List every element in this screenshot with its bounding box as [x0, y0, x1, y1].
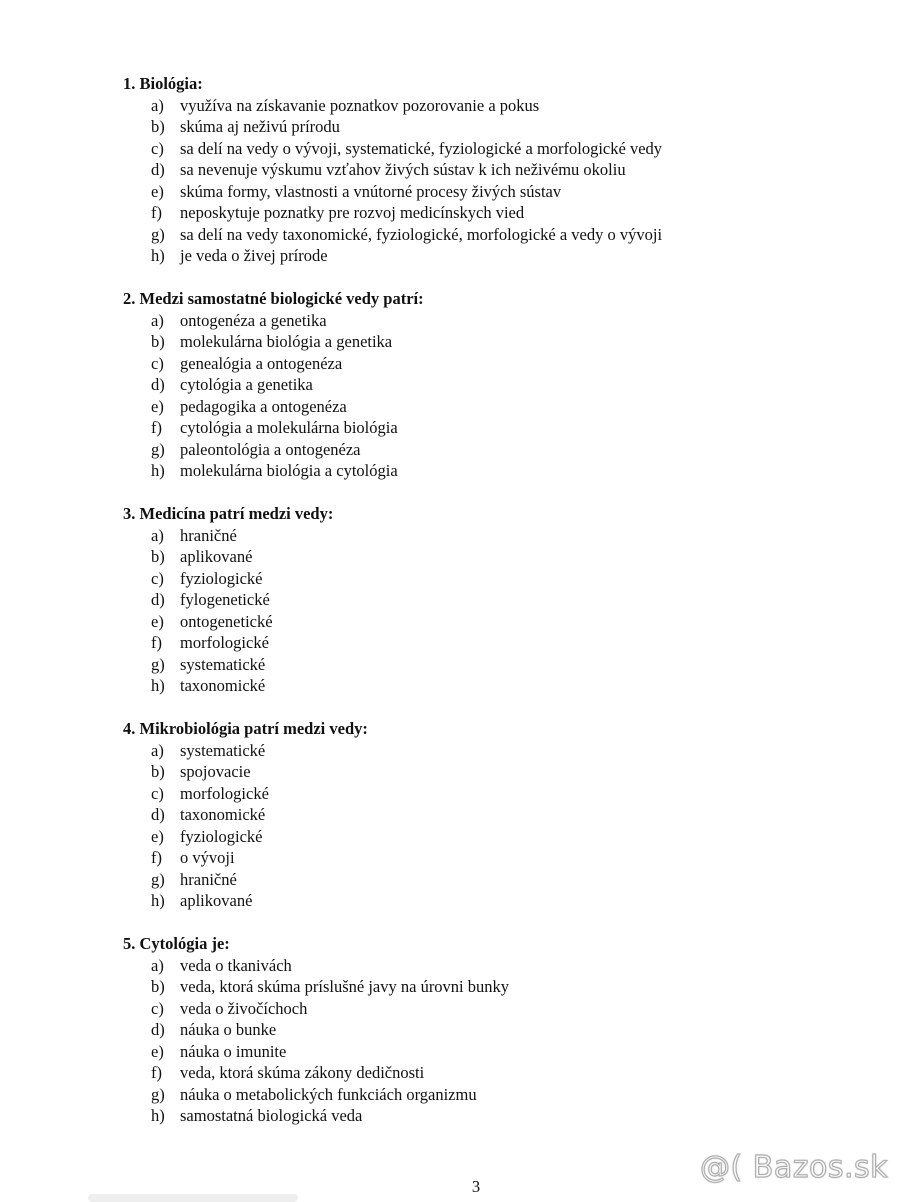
answer-letter: h) [151, 676, 165, 695]
answer-item [151, 976, 823, 998]
answer-text: molekulárna biológia a cytológia [180, 461, 398, 480]
answer-text: taxonomické [180, 805, 266, 824]
answer-text: fyziologické [180, 568, 263, 588]
answer-letter: c) [151, 138, 164, 158]
answer-text: spojovacie [180, 762, 251, 781]
answer-item [151, 998, 823, 1020]
answer-letter: f) [151, 418, 162, 437]
answer-item [151, 783, 823, 805]
answer-item [151, 525, 823, 547]
answer-text: sa delí na vedy o vývoji, systematické, fyziologické a morfologické vedy [180, 138, 663, 158]
answer-item [151, 417, 823, 439]
answer-item [151, 202, 823, 224]
answer-letter: e) [151, 396, 164, 416]
answer-text: hraničné [180, 869, 237, 889]
answer-text: cytológia a molekulárna biológia [180, 418, 398, 437]
answer-letter: c) [151, 998, 164, 1018]
answer-letter: e) [151, 1041, 164, 1061]
answer-item [151, 310, 823, 332]
answer-item [151, 546, 823, 568]
answer-text: náuka o bunke [180, 1020, 277, 1039]
answer-item [151, 869, 823, 891]
answer-letter: a) [151, 525, 164, 545]
answer-text: neposkytuje poznatky pre rozvoj medicínskych vied [180, 203, 525, 222]
answer-item [151, 890, 823, 912]
answer-text: skúma formy, vlastnosti a vnútorné procesy živých sústav [180, 181, 562, 201]
answer-item [151, 611, 823, 633]
answer-text: sa delí na vedy taxonomické, fyziologické, morfologické a vedy o vývoji [180, 224, 663, 244]
answer-list [123, 310, 823, 482]
answer-letter: a) [151, 95, 164, 115]
answer-letter: g) [151, 439, 165, 459]
answer-text: genealógia a ontogenéza [180, 353, 343, 373]
answer-letter: h) [151, 1106, 165, 1125]
answer-text: paleontológia a ontogenéza [180, 439, 361, 459]
question-4 [123, 718, 823, 912]
answer-item [151, 439, 823, 461]
answer-text: využíva na získavanie poznatkov pozorovanie a pokus [180, 95, 540, 115]
answer-text: aplikované [180, 891, 253, 910]
answer-letter: f) [151, 1063, 162, 1082]
answer-text: samostatná biologická veda [180, 1106, 363, 1125]
answer-text: molekulárna biológia a genetika [180, 332, 393, 351]
answer-text: sa nevenuje výskumu vzťahov živých sústav k ich neživému okoliu [180, 160, 626, 179]
answer-letter: c) [151, 568, 164, 588]
answer-text: aplikované [180, 547, 253, 566]
answer-letter: a) [151, 310, 164, 330]
answer-text: náuka o imunite [180, 1041, 287, 1061]
answer-text: pedagogika a ontogenéza [180, 396, 347, 416]
answer-text: o vývoji [180, 848, 235, 867]
page-number: 3 [471, 1177, 481, 1196]
answer-item [151, 224, 823, 246]
answer-item [151, 331, 823, 353]
answer-letter: g) [151, 224, 165, 244]
question-3 [123, 503, 823, 697]
answer-item [151, 181, 823, 203]
answer-letter: b) [151, 117, 165, 136]
answer-text: morfologické [180, 783, 269, 803]
answer-letter: b) [151, 977, 165, 996]
answer-text: cytológia a genetika [180, 375, 313, 394]
answer-item [151, 460, 823, 482]
answer-letter: a) [151, 740, 164, 760]
bazos-watermark: @( Bazos.sk [700, 1150, 888, 1185]
answer-text: fyziologické [180, 826, 263, 846]
answer-text: náuka o metabolických funkciách organizmu [180, 1084, 477, 1104]
answer-item [151, 1019, 823, 1041]
answer-item [151, 847, 823, 869]
question-title: 3. Medicína patrí medzi vedy: [123, 504, 334, 523]
answer-list [123, 95, 823, 267]
answer-text: ontogenéza a genetika [180, 310, 327, 330]
answer-text: systematické [180, 654, 266, 674]
answer-item [151, 374, 823, 396]
answer-text: ontogenetické [180, 611, 273, 631]
question-title: 4. Mikrobiológia patrí medzi vedy: [123, 719, 368, 738]
answer-item [151, 116, 823, 138]
answer-item [151, 95, 823, 117]
questions-container [123, 73, 823, 1148]
answer-item [151, 804, 823, 826]
answer-letter: d) [151, 375, 165, 394]
answer-letter: c) [151, 783, 164, 803]
question-5 [123, 933, 823, 1127]
answer-list [123, 525, 823, 697]
answer-text: veda, ktorá skúma zákony dedičnosti [180, 1063, 425, 1082]
bottom-bar [88, 1194, 298, 1202]
question-title: 5. Cytológia je: [123, 934, 230, 953]
answer-text: hraničné [180, 525, 237, 545]
answer-item [151, 740, 823, 762]
answer-item [151, 632, 823, 654]
question-2 [123, 288, 823, 482]
answer-letter: e) [151, 826, 164, 846]
answer-letter: g) [151, 654, 165, 674]
answer-text: taxonomické [180, 676, 266, 695]
question-title: 2. Medzi samostatné biologické vedy patrí: [123, 289, 424, 308]
answer-item [151, 245, 823, 267]
answer-text: skúma aj neživú prírodu [180, 117, 340, 136]
answer-letter: h) [151, 461, 165, 480]
answer-letter: b) [151, 332, 165, 351]
answer-item [151, 589, 823, 611]
answer-item [151, 138, 823, 160]
question-title: 1. Biológia: [123, 74, 203, 93]
answer-list [123, 955, 823, 1127]
answer-text: morfologické [180, 633, 269, 652]
answer-text: je veda o živej prírode [180, 246, 328, 265]
answer-letter: e) [151, 611, 164, 631]
answer-letter: b) [151, 547, 165, 566]
answer-letter: a) [151, 955, 164, 975]
answer-letter: f) [151, 633, 162, 652]
answer-item [151, 396, 823, 418]
answer-item [151, 654, 823, 676]
answer-text: veda o živočíchoch [180, 998, 308, 1018]
answer-text: systematické [180, 740, 266, 760]
answer-letter: f) [151, 848, 162, 867]
answer-item [151, 761, 823, 783]
answer-list [123, 740, 823, 912]
answer-text: fylogenetické [180, 590, 270, 609]
answer-item [151, 675, 823, 697]
answer-item [151, 568, 823, 590]
answer-letter: b) [151, 762, 165, 781]
answer-letter: d) [151, 805, 165, 824]
answer-item [151, 353, 823, 375]
answer-letter: h) [151, 246, 165, 265]
question-1 [123, 73, 823, 267]
answer-item [151, 1041, 823, 1063]
answer-letter: d) [151, 590, 165, 609]
answer-letter: g) [151, 1084, 165, 1104]
answer-item [151, 826, 823, 848]
answer-item [151, 1105, 823, 1127]
answer-text: veda o tkanivách [180, 955, 292, 975]
answer-letter: h) [151, 891, 165, 910]
answer-letter: g) [151, 869, 165, 889]
answer-letter: d) [151, 1020, 165, 1039]
answer-letter: f) [151, 203, 162, 222]
answer-item [151, 1084, 823, 1106]
answer-letter: e) [151, 181, 164, 201]
answer-item [151, 159, 823, 181]
answer-text: veda, ktorá skúma príslušné javy na úrovni bunky [180, 977, 510, 996]
answer-letter: d) [151, 160, 165, 179]
answer-item [151, 955, 823, 977]
answer-item [151, 1062, 823, 1084]
answer-letter: c) [151, 353, 164, 373]
